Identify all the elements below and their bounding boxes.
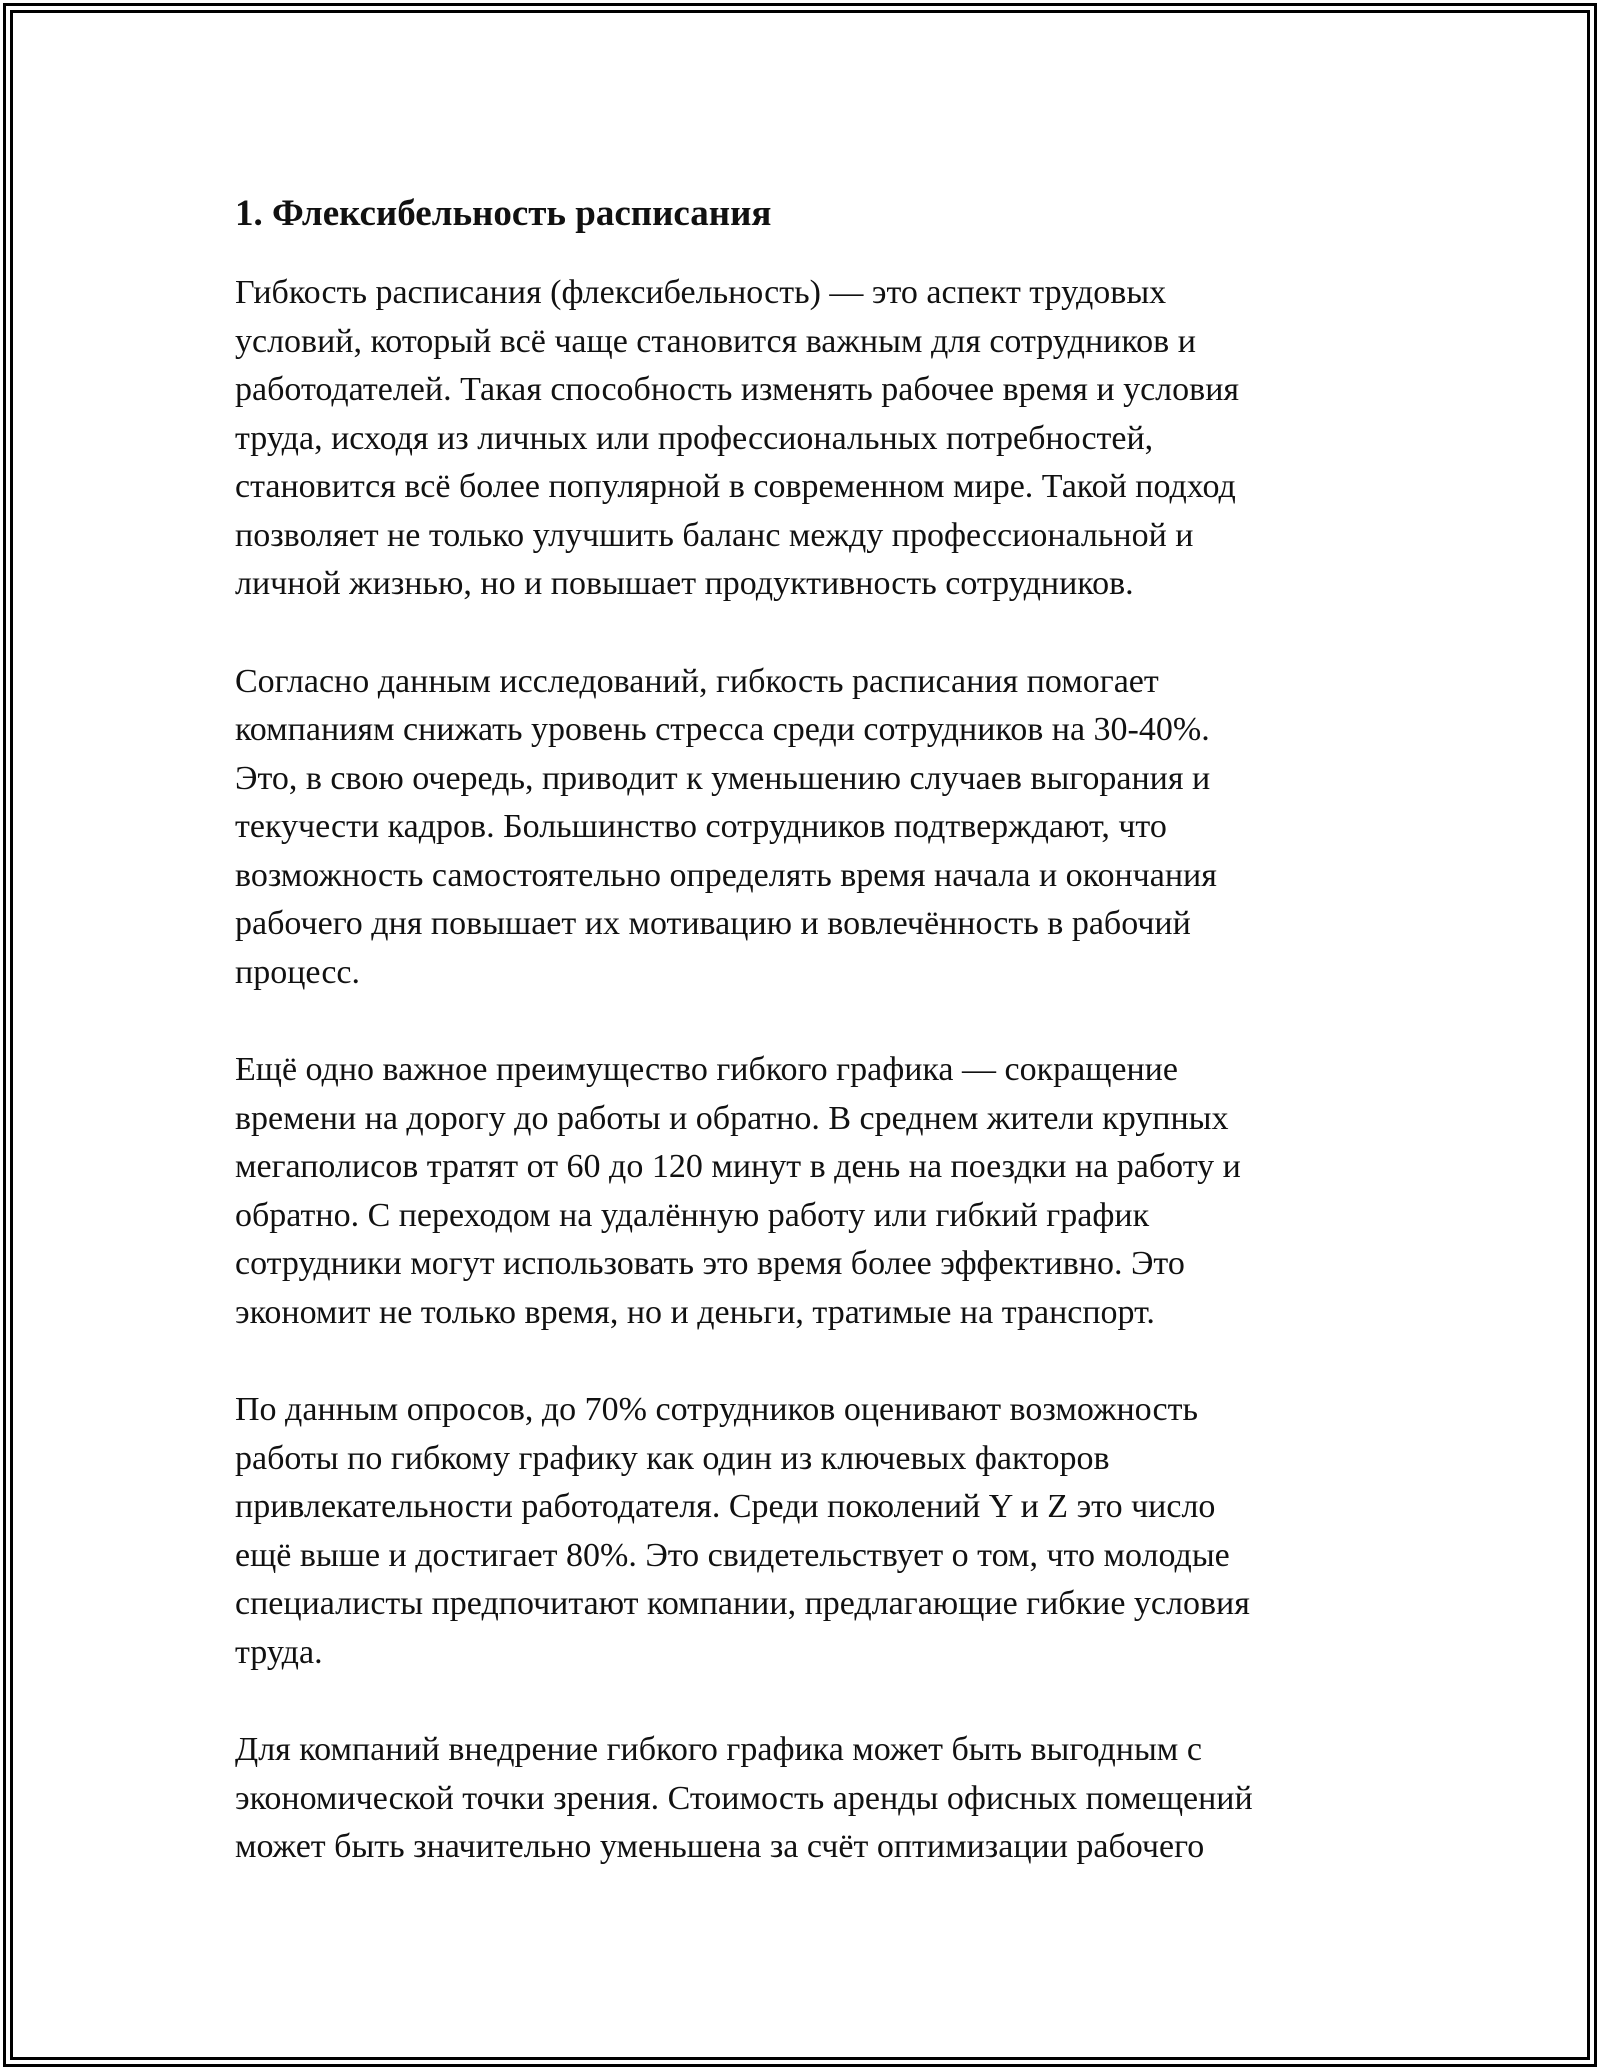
text-line: рабочего дня повышает их мотивацию и вовлечённость в рабочий bbox=[235, 905, 1191, 942]
text-line: Это, в свою очередь, приводит к уменьшению случаев выгорания и bbox=[235, 759, 1211, 797]
paragraph-survey-results bbox=[235, 1386, 1365, 1677]
text-line: экономит не только время, но и деньги, тратимые на транспорт. bbox=[235, 1293, 1155, 1331]
text-line: условий, который всё чаще становится важным для сотрудников и bbox=[235, 322, 1196, 360]
text-line: работы по гибкому графику как один из ключевых факторов bbox=[235, 1439, 1110, 1477]
text-line: компаниям снижать уровень стресса среди сотрудников на 30-40%. bbox=[235, 711, 1210, 748]
text-line: привлекательности работодателя. Среди поколений Y и Z это число bbox=[235, 1488, 1216, 1525]
text-line: времени на дорогу до работы и обратно. В среднем жители крупных bbox=[235, 1099, 1229, 1137]
text-line: Для компаний внедрение гибкого графика может быть выгодным с bbox=[235, 1731, 1202, 1768]
text-line: экономической точки зрения. Стоимость аренды офисных помещений bbox=[235, 1779, 1253, 1817]
paragraph-company-benefits bbox=[235, 1726, 1365, 1872]
text-line: личной жизнью, но и повышает продуктивность сотрудников. bbox=[235, 565, 1134, 602]
text-line: обратно. С переходом на удалённую работу или гибкий график bbox=[235, 1196, 1150, 1234]
text-line: Ещё одно важное преимущество гибкого графика — сокращение bbox=[235, 1051, 1178, 1088]
text-line: работодателей. Такая способность изменять рабочее время и условия bbox=[235, 371, 1240, 408]
paragraph-flexibility-definition bbox=[235, 269, 1365, 609]
text-line: Гибкость расписания (флексибельность) — это аспект трудовых bbox=[235, 274, 1167, 311]
text-line: труда, исходя из личных или профессиональных потребностей, bbox=[235, 419, 1154, 457]
text-line: сотрудники могут использовать это время более эффективно. Это bbox=[235, 1245, 1185, 1282]
text-line: возможность самостоятельно определять время начала и окончания bbox=[235, 856, 1217, 894]
paragraph-commute-savings bbox=[235, 1046, 1365, 1337]
document-page bbox=[235, 186, 1365, 1921]
paragraph-stress-reduction bbox=[235, 658, 1365, 998]
text-line: мегаполисов тратят от 60 до 120 минут в день на поездки на работу и bbox=[235, 1148, 1241, 1185]
text-line: ещё выше и достигает 80%. Это свидетельствует о том, что молодые bbox=[235, 1536, 1230, 1574]
text-line: Согласно данным исследований, гибкость расписания помогает bbox=[235, 662, 1159, 700]
text-line: специалисты предпочитают компании, предлагающие гибкие условия bbox=[235, 1585, 1250, 1622]
text-line: процесс. bbox=[235, 953, 361, 991]
text-line: может быть значительно уменьшена за счёт оптимизации рабочего bbox=[235, 1828, 1205, 1865]
section-heading: 1. Флексибельность расписания bbox=[235, 193, 772, 234]
text-line: становится всё более популярной в современном мире. Такой подход bbox=[235, 468, 1236, 505]
text-line: текучести кадров. Большинство сотрудников подтверждают, что bbox=[235, 808, 1167, 845]
text-line: труда. bbox=[235, 1633, 323, 1671]
text-line: позволяет не только улучшить баланс между профессиональной и bbox=[235, 516, 1194, 554]
text-line: По данным опросов, до 70% сотрудников оценивают возможность bbox=[235, 1391, 1198, 1428]
